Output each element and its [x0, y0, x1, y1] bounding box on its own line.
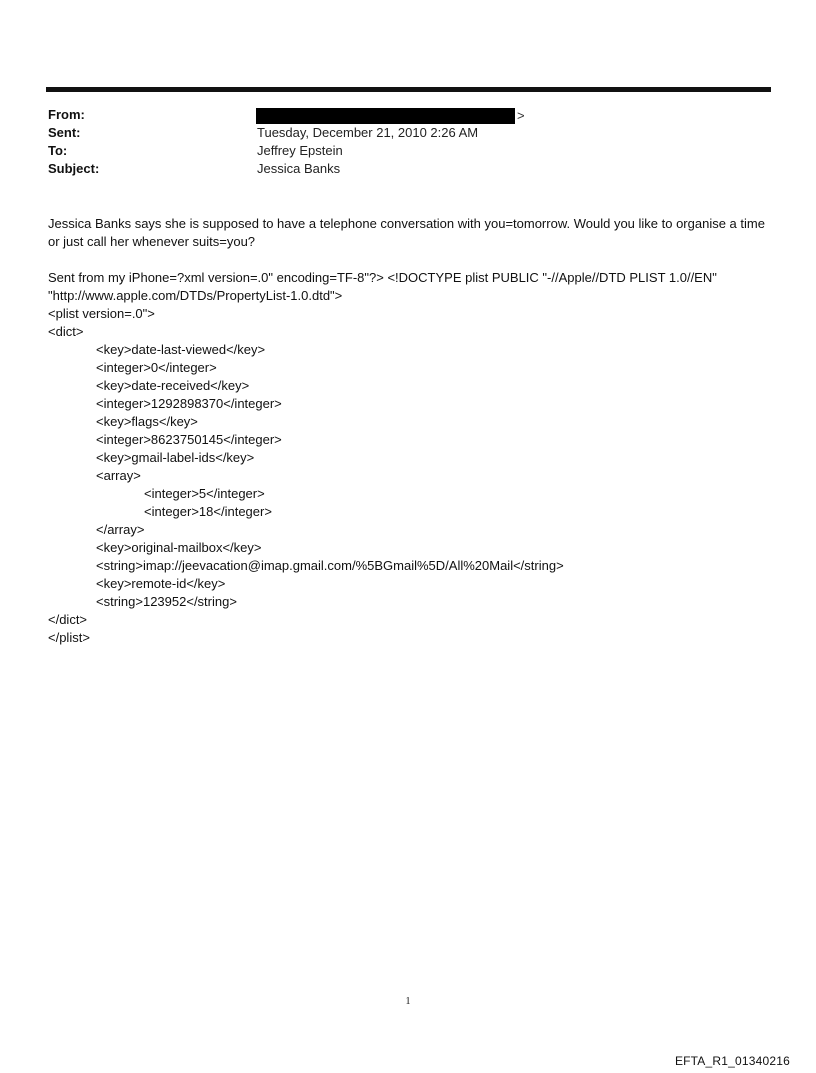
plist-line: <integer>0</integer> — [96, 360, 217, 375]
to-label: To: — [48, 143, 68, 158]
plist-line: <string>123952</string> — [96, 594, 237, 609]
plist-line: <key>flags</key> — [96, 414, 198, 429]
to-value: Jeffrey Epstein — [257, 143, 343, 158]
plist-line: <key>date-last-viewed</key> — [96, 342, 266, 357]
plist-line: <string>imap://jeevacation@imap.gmail.com/%5BGmail%5D/All%20Mail</string> — [96, 558, 564, 573]
plist-line: </plist> — [48, 630, 90, 645]
page-number: 1 — [405, 996, 411, 1007]
plist-line: Sent from my iPhone=?xml version=.0" encoding=TF-8"?> <!DOCTYPE plist PUBLIC "-//Apple//DTD PLIST 1.0//EN" — [48, 270, 717, 285]
plist-line: <integer>18</integer> — [144, 504, 272, 519]
subject-value: Jessica Banks — [257, 161, 341, 176]
plist-line: <key>gmail-label-ids</key> — [96, 450, 255, 465]
plist-line: <integer>5</integer> — [144, 486, 265, 501]
plist-line: <dict> — [48, 324, 84, 339]
plist-line: <array> — [96, 468, 141, 483]
sent-value: Tuesday, December 21, 2010 2:26 AM — [257, 125, 479, 140]
plist-line: <key>original-mailbox</key> — [96, 540, 262, 555]
plist-line: <key>remote-id</key> — [96, 576, 226, 591]
message-paragraph: Jessica Banks says she is supposed to have a telephone conversation with you=tomorrow. Would you like to organise a time or just call her whenever suits=you? — [48, 216, 765, 249]
redacted-sender — [256, 108, 515, 124]
plist-line: <integer>8623750145</integer> — [96, 432, 282, 447]
plist-line: <plist version=.0"> — [48, 306, 155, 321]
sent-label: Sent: — [48, 125, 81, 140]
plist-line: </dict> — [48, 612, 88, 627]
plist-line: <key>date-received</key> — [96, 378, 250, 393]
bates-number: EFTA_R1_01340216 — [674, 1054, 790, 1068]
plist-line: <integer>1292898370</integer> — [96, 396, 282, 411]
plist-line: </array> — [96, 522, 145, 537]
from-suffix: > — [517, 108, 525, 123]
plist-line: "http://www.apple.com/DTDs/PropertyList-1.0.dtd"> — [48, 288, 343, 303]
from-label: From: — [48, 107, 85, 122]
header-rule — [46, 87, 771, 92]
subject-label: Subject: — [48, 161, 100, 176]
